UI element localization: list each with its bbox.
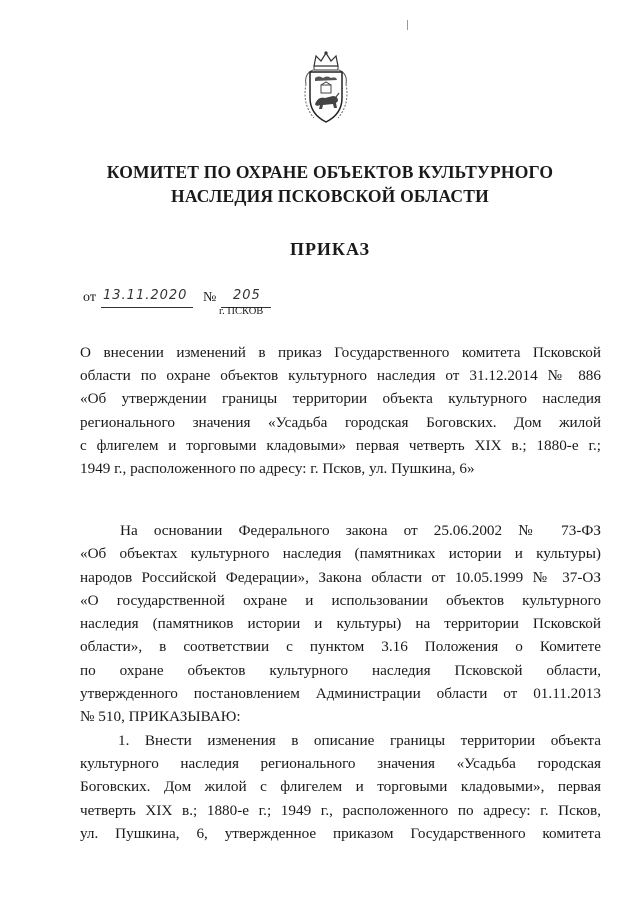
subject-line: области по охране объектов культурного наследия от 31.12.2014 № 886 bbox=[80, 367, 601, 385]
clause-1-line: 1. Внести изменения в описание границы территории объекта bbox=[118, 731, 601, 749]
body-line: наследия (памятников истории и культуры) на территории Псковской bbox=[80, 615, 601, 633]
clause-1-line: Боговских. Дом жилой с флигелем и торговыми кладовыми», первая bbox=[80, 778, 601, 796]
order-body bbox=[80, 519, 601, 845]
body-line: народов Российской Федерации», Закона области от 10.05.1999 № 37-ОЗ bbox=[80, 568, 601, 586]
subject-line: О внесении изменений в приказ Государственного комитета Псковской bbox=[80, 344, 601, 361]
pskov-coat-of-arms-icon bbox=[296, 50, 356, 126]
subject-line: «Об утверждении границы территории объекта культурного наследия bbox=[80, 390, 601, 408]
organization-title bbox=[80, 160, 580, 208]
subject-line: регионального значения «Усадьба городская Боговских. Дом жилой bbox=[80, 413, 601, 431]
subject-line: 1949 г., расположенного по адресу: г. Псков, ул. Пушкина, 6» bbox=[80, 459, 475, 477]
body-line: области», в соответствии с пунктом 3.16 Положения о Комитете bbox=[80, 638, 601, 656]
body-line: На основании Федерального закона от 25.06.2002 № 73-ФЗ bbox=[120, 522, 601, 539]
number-prefix: № bbox=[203, 290, 217, 305]
order-subject bbox=[80, 341, 601, 480]
body-line: № 510, ПРИКАЗЫВАЮ: bbox=[80, 708, 241, 726]
subject-line: с флигелем и торговыми кладовыми» первая четверть XIX в.; 1880-е г.; bbox=[80, 436, 601, 454]
clause-1-line: ул. Пушкина, 6, утвержденное приказом Государственного комитета bbox=[80, 824, 601, 842]
body-line: «О государственной охране и использовании объектов культурного bbox=[80, 591, 601, 609]
city-label: г. ПСКОВ bbox=[219, 306, 264, 317]
body-line: «Об объектах культурного наследия (памятниках истории и культуры) bbox=[80, 545, 601, 563]
body-line: утвержденного постановлением Администрации области от 01.11.2013 bbox=[80, 685, 601, 703]
clause-1-line: четверть XIX в.; 1880-е г.; 1949 г., расположенного по адресу: г. Псков, bbox=[80, 801, 601, 819]
clause-1-line: культурного наследия регионального значения «Усадьба городская bbox=[80, 754, 601, 772]
date-number-line bbox=[83, 290, 343, 322]
body-line: по охране объектов культурного наследия Псковской области, bbox=[80, 661, 601, 679]
date-prefix: от bbox=[83, 290, 96, 305]
date-value: 13.11.2020 bbox=[103, 288, 188, 303]
date-underline bbox=[101, 307, 193, 308]
org-title-line-1: КОМИТЕТ ПО ОХРАНЕ ОБЪЕКТОВ КУЛЬТУРНОГО bbox=[106, 162, 554, 182]
scan-mark bbox=[407, 20, 408, 30]
org-title-line-2: НАСЛЕДИЯ ПСКОВСКОЙ ОБЛАСТИ bbox=[171, 186, 489, 206]
number-value: 205 bbox=[233, 288, 261, 303]
document-type: ПРИКАЗ bbox=[289, 239, 371, 259]
